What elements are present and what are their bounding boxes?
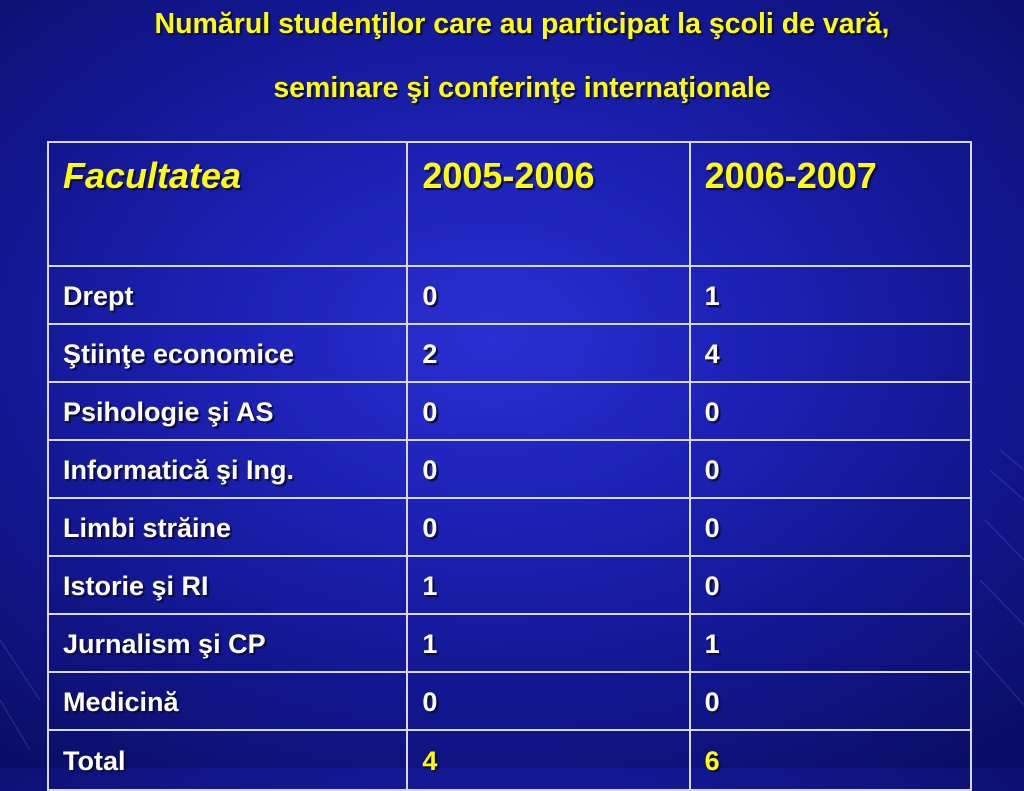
value-2005-2006-cell: 0 [407, 672, 689, 730]
header-2006-2007: 2006-2007 [690, 142, 971, 266]
value-2005-2006-cell: 0 [407, 382, 689, 440]
faculty-cell: Jurnalism şi CP [48, 614, 407, 672]
value-2005-2006-cell: 0 [407, 440, 689, 498]
students-participation-table [47, 141, 972, 791]
table-row [48, 266, 971, 324]
value-2006-2007-cell: 0 [690, 498, 971, 556]
value-2006-2007-cell: 0 [690, 672, 971, 730]
value-2005-2006-cell: 0 [407, 498, 689, 556]
faculty-cell: Ştiinţe economice [48, 324, 407, 382]
faculty-cell: Medicină [48, 672, 407, 730]
total-label-cell: Total [48, 730, 407, 790]
total-2006-2007-cell: 6 [690, 730, 971, 790]
table-header-row [48, 142, 971, 266]
faculty-cell: Psihologie şi AS [48, 382, 407, 440]
value-2006-2007-cell: 0 [690, 556, 971, 614]
table-row [48, 672, 971, 730]
table-row [48, 382, 971, 440]
value-2006-2007-cell: 4 [690, 324, 971, 382]
table-row [48, 324, 971, 382]
table-row [48, 556, 971, 614]
table-row [48, 498, 971, 556]
value-2006-2007-cell: 0 [690, 382, 971, 440]
table-row [48, 614, 971, 672]
value-2005-2006-cell: 1 [407, 556, 689, 614]
table-row [48, 440, 971, 498]
total-2005-2006-cell: 4 [407, 730, 689, 790]
value-2005-2006-cell: 1 [407, 614, 689, 672]
faculty-cell: Istorie şi RI [48, 556, 407, 614]
value-2006-2007-cell: 1 [690, 614, 971, 672]
table-total-row [48, 730, 971, 790]
faculty-cell: Drept [48, 266, 407, 324]
faculty-cell: Informatică şi Ing. [48, 440, 407, 498]
value-2006-2007-cell: 0 [690, 440, 971, 498]
header-faculty: Facultatea [48, 142, 407, 266]
value-2005-2006-cell: 2 [407, 324, 689, 382]
value-2006-2007-cell: 1 [690, 266, 971, 324]
faculty-cell: Limbi străine [48, 498, 407, 556]
slide-title-line-1: Numărul studenţilor care au participat la şcoli de vară, [154, 8, 890, 40]
header-2005-2006: 2005-2006 [407, 142, 689, 266]
slide-title-line-2: seminare şi conferinţe internaţionale [273, 72, 771, 104]
value-2005-2006-cell: 0 [407, 266, 689, 324]
